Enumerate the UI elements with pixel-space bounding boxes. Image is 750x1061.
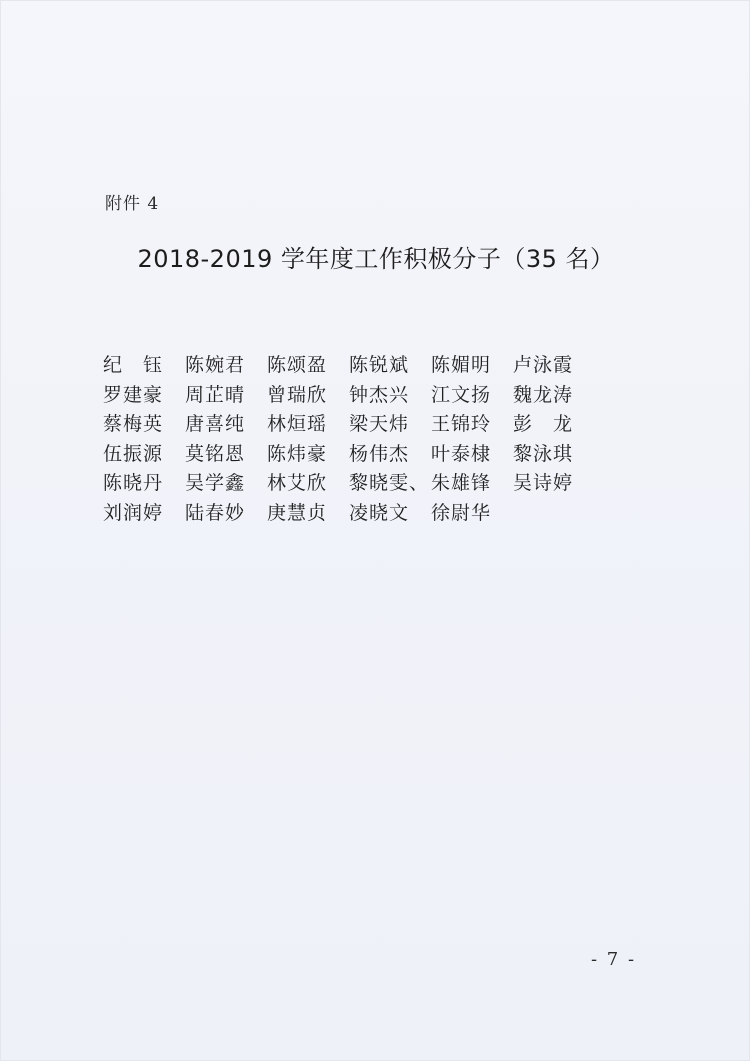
name-item: 陈锐斌 (349, 354, 410, 376)
name-item: 陈媚明 (431, 354, 492, 376)
name-item: 黎晓雯、 (349, 472, 430, 494)
name-item: 黎泳琪 (513, 442, 574, 465)
name-row (103, 440, 623, 470)
name-item: 吴学鑫 (185, 472, 246, 494)
name-item: 伍振源 (103, 442, 164, 465)
name-item: 刘润婷 (103, 501, 164, 524)
name-item: 罗建豪 (103, 383, 164, 406)
name-row (103, 351, 623, 381)
name-item: 陈晓丹 (103, 472, 164, 494)
name-item: 陈婉君 (185, 354, 246, 376)
name-item: 莫铭恩 (185, 442, 246, 465)
name-item: 王锦玲 (431, 413, 492, 435)
name-item: 唐喜纯 (185, 413, 246, 435)
name-item: 庚慧贞 (267, 501, 328, 524)
name-item: 梁天炜 (349, 413, 410, 435)
name-item: 吴诗婷 (513, 472, 574, 494)
name-item: 蔡梅英 (103, 413, 164, 435)
name-row (103, 410, 623, 440)
page-number: - 7 - (591, 949, 637, 970)
name-item: 周芷晴 (185, 383, 246, 406)
name-list (103, 351, 623, 528)
attachment-label: 附件 4 (105, 194, 160, 214)
name-item: 卢泳霞 (513, 354, 574, 376)
name-item: 陆春妙 (185, 501, 246, 524)
document-title: 2018-2019 学年度工作积极分子（35 名） (137, 245, 615, 273)
name-item: 陈炜豪 (267, 442, 328, 465)
name-item: 江文扬 (431, 383, 492, 406)
name-item: 陈颂盈 (267, 354, 328, 376)
name-item: 纪 钰 (103, 354, 164, 376)
name-item: 林艾欣 (267, 472, 328, 494)
name-row (103, 499, 623, 529)
name-item: 凌晓文 (349, 501, 410, 524)
name-row (103, 469, 623, 499)
name-item: 徐尉华 (431, 501, 492, 524)
name-item: 林烜瑶 (267, 413, 328, 435)
name-item: 魏龙涛 (513, 383, 574, 406)
name-row (103, 381, 623, 411)
name-item: 朱雄锋 (431, 472, 492, 494)
name-item: 叶泰棣 (431, 442, 492, 465)
name-item: 杨伟杰 (349, 442, 410, 465)
name-item: 钟杰兴 (349, 383, 410, 406)
name-item: 彭 龙 (513, 413, 574, 435)
name-item: 曾瑞欣 (267, 383, 328, 406)
